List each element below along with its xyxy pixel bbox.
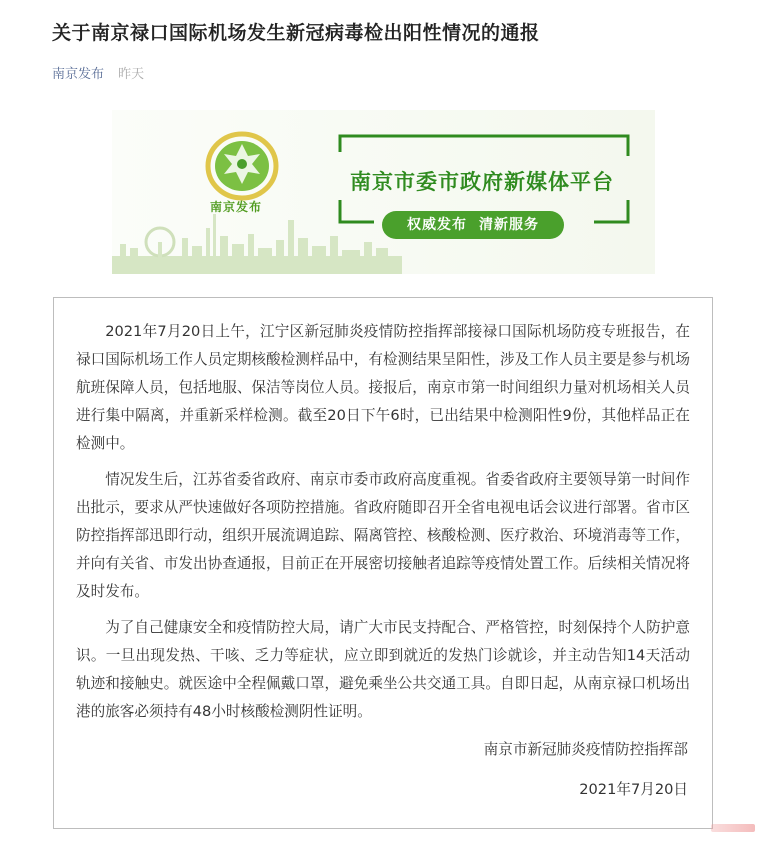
notice-paragraph-2: 情况发生后，江苏省委省政府、南京市委市政府高度重视。省委省政府主要领导第一时间作出批示，要求从严快速做好各项防控措施。省政府随即召开全省电视电话会议进行部署。省市区防控指挥部迅即行动，组织开展流调追踪、隔离管控、核酸检测、医疗救治、环境消毒等工作，并向有关省、市发出协查通报，目前正在开展密切接触者追踪等疫情处置工作。后续相关情况将及时发布。 <box>76 471 690 600</box>
notice-box <box>53 297 713 829</box>
platform-name: 南京市委市政府新媒体平台 <box>350 170 614 194</box>
article-source-link[interactable]: 南京发布 <box>52 67 105 82</box>
article-title: 关于南京禄口国际机场发生新冠病毒检出阳性情况的通报 <box>52 22 540 44</box>
notice-paragraph-1: 2021年7月20日上午，江宁区新冠肺炎疫情防控指挥部接禄口国际机场防疫专班报告，在禄口国际机场工作人员定期核酸检测样品中，有检测结果呈阳性，涉及工作人员主要是参与机场航班保障人员，包括地服、保洁等岗位人员。接报后，南京市第一时间组织力量对机场相关人员进行集中隔离，并重新采样检测。截至20日下午6时，已出结果中检测阳性9份，其他样品正在检测中。 <box>76 323 690 452</box>
nanjing-fabu-logo-icon <box>204 130 280 202</box>
logo-label: 南京发布 <box>210 200 263 214</box>
notice-body <box>76 318 690 734</box>
slogan-fresh: 清新服务 <box>479 217 539 233</box>
publish-time: 昨天 <box>118 67 145 82</box>
notice-paragraph-3: 为了自己健康安全和疫情防控大局，请广大市民支持配合、严格管控，时刻保持个人防护意识。一旦出现发热、干咳、乏力等症状，应立即到就近的发热门诊就诊，并主动告知14天活动轨迹和接触史。就医途中全程佩戴口罩，避免乘坐公共交通工具。自即日起，从南京禄口机场出港的旅客必须持有48小时核酸检测阴性证明。 <box>76 619 690 720</box>
banner-image <box>112 110 655 274</box>
notice-date: 2021年7月20日 <box>579 781 688 798</box>
watermark-decoration <box>711 824 755 832</box>
signatory: 南京市新冠肺炎疫情防控指挥部 <box>483 741 688 758</box>
article-meta <box>52 63 144 82</box>
slogan-badge <box>382 211 564 239</box>
slogan-authoritative: 权威发布 <box>407 217 467 233</box>
